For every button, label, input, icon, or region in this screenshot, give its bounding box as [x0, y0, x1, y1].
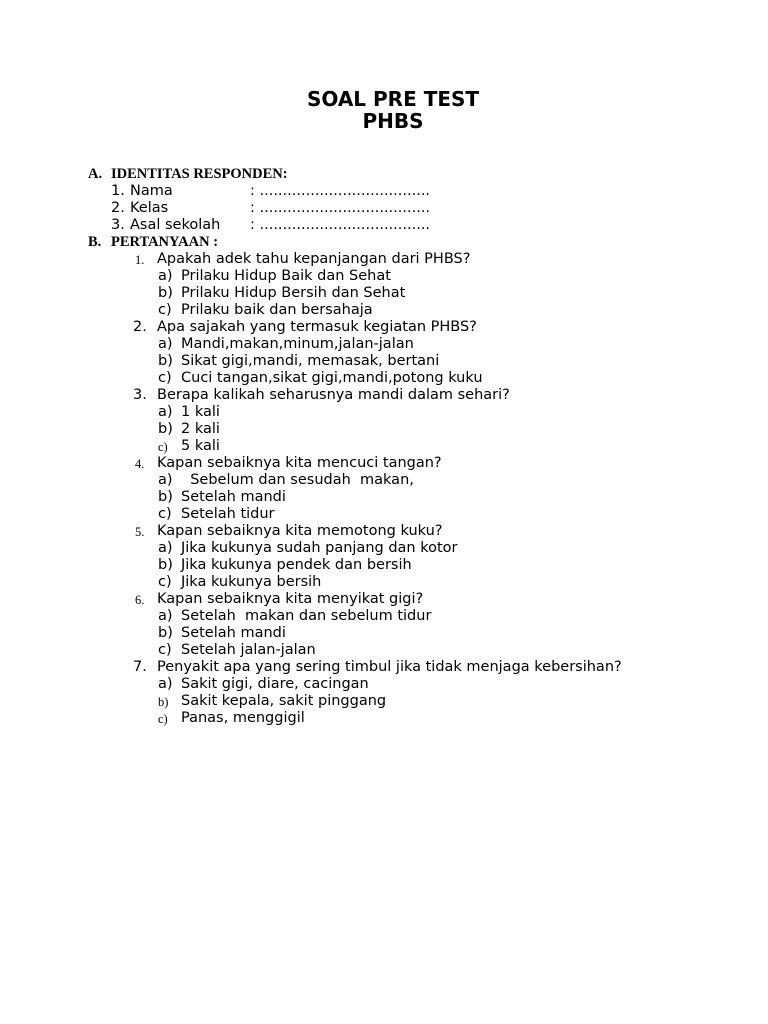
field-label-asal-sekolah: Asal sekolah [130, 217, 221, 233]
option-text: Setelah tidur [181, 506, 275, 522]
option-letter: b) [158, 285, 173, 301]
option-text: Jika kukunya pendek dan bersih [181, 557, 412, 573]
option-text: Prilaku Hidup Baik dan Sehat [181, 268, 391, 284]
question-number: 3. [133, 387, 147, 403]
option-text: Panas, menggigil [181, 710, 305, 726]
option-text: 1 kali [181, 404, 220, 420]
page-title: SOAL PRE TEST [306, 87, 480, 111]
option-letter: a) [158, 472, 173, 488]
option-letter: c) [158, 440, 168, 454]
option-letter: b) [158, 421, 173, 437]
option-text: Jika kukunya bersih [181, 574, 322, 590]
option-text: Setelah makan dan sebelum tidur [181, 608, 432, 624]
question-number: 2. [133, 319, 147, 335]
option-letter: a) [158, 336, 173, 352]
question-text: Kapan sebaiknya kita menyikat gigi? [157, 591, 424, 607]
question-number: 7. [133, 659, 147, 675]
question-number: 5. [135, 525, 145, 539]
option-text: Prilaku Hidup Bersih dan Sehat [181, 285, 406, 301]
option-letter: c) [158, 302, 172, 318]
option-text: Jika kukunya sudah panjang dan kotor [181, 540, 458, 556]
option-letter: b) [158, 695, 169, 709]
option-text: Sakit gigi, diare, cacingan [181, 676, 369, 692]
option-letter: a) [158, 540, 173, 556]
option-letter: a) [158, 608, 173, 624]
question-text: Berapa kalikah seharusnya mandi dalam sehari? [157, 387, 510, 403]
option-letter: c) [158, 506, 172, 522]
option-letter: a) [158, 404, 173, 420]
option-text: Setelah jalan-jalan [181, 642, 316, 658]
option-text: Sebelum dan sesudah makan, [181, 472, 414, 488]
question-text: Apakah adek tahu kepanjangan dari PHBS? [157, 251, 471, 267]
option-letter: c) [158, 642, 172, 658]
option-letter: b) [158, 557, 173, 573]
page-subtitle: PHBS [362, 109, 424, 133]
option-text: Setelah mandi [181, 625, 286, 641]
field-value-nama: : ..................................... [250, 183, 431, 199]
option-text: Prilaku baik dan bersahaja [181, 302, 373, 318]
field-number: 3. [111, 217, 125, 233]
option-letter: a) [158, 676, 173, 692]
option-text: 2 kali [181, 421, 220, 437]
option-letter: a) [158, 268, 173, 284]
field-number: 2. [111, 200, 125, 216]
field-label-nama: Nama [130, 183, 173, 199]
field-value-asal-sekolah: : ..................................... [250, 217, 431, 233]
option-letter: b) [158, 625, 173, 641]
option-letter: c) [158, 712, 168, 726]
question-number: 4. [135, 457, 145, 471]
option-letter: c) [158, 370, 172, 386]
question-text: Penyakit apa yang sering timbul jika tidak menjaga kebersihan? [157, 659, 622, 675]
question-text: Kapan sebaiknya kita mencuci tangan? [157, 455, 442, 471]
field-value-kelas: : ..................................... [250, 200, 431, 216]
option-text: Setelah mandi [181, 489, 286, 505]
question-number: 1. [135, 253, 145, 267]
option-text: Cuci tangan,sikat gigi,mandi,potong kuku [181, 370, 483, 386]
question-number: 6. [135, 593, 145, 607]
option-text: 5 kali [181, 438, 220, 454]
option-text: Sikat gigi,mandi, memasak, bertani [181, 353, 440, 369]
option-text: Mandi,makan,minum,jalan-jalan [181, 336, 414, 352]
section-b-letter: B. [88, 234, 102, 250]
question-text: Apa sajakah yang termasuk kegiatan PHBS? [157, 319, 477, 335]
section-a-heading: IDENTITAS RESPONDEN: [111, 166, 288, 182]
option-letter: b) [158, 353, 173, 369]
section-a-letter: A. [88, 166, 103, 182]
section-b-heading: PERTANYAAN : [111, 234, 219, 250]
option-text: Sakit kepala, sakit pinggang [181, 693, 387, 709]
option-letter: b) [158, 489, 173, 505]
option-letter: c) [158, 574, 172, 590]
field-number: 1. [111, 183, 125, 199]
question-text: Kapan sebaiknya kita memotong kuku? [157, 523, 443, 539]
field-label-kelas: Kelas [130, 200, 169, 216]
